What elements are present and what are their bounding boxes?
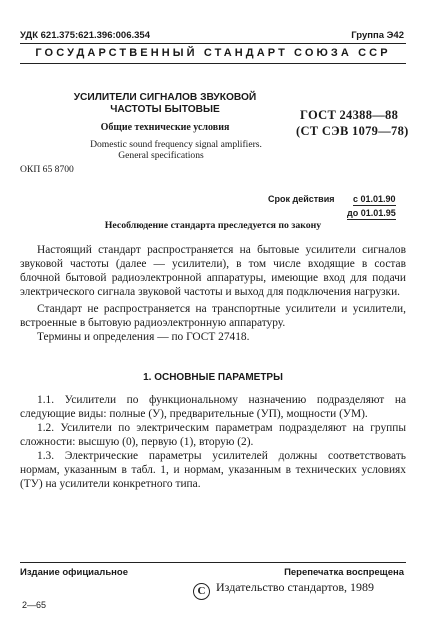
copyright-icon: С bbox=[193, 583, 210, 600]
title-en-line-1: Domestic sound frequency signal amplifiers. bbox=[90, 139, 262, 150]
okp-code: ОКП 65 8700 bbox=[20, 164, 74, 175]
header-rule-top bbox=[20, 43, 406, 44]
title-line-1: УСИЛИТЕЛИ СИГНАЛОВ ЗВУКОВОЙ bbox=[73, 92, 257, 103]
validity-label: Срок действия bbox=[268, 194, 335, 204]
reprint-notice: Перепечатка воспрещена bbox=[284, 567, 404, 578]
section-text bbox=[20, 393, 406, 491]
udk-code: УДК 621.375:621.396:006.354 bbox=[20, 30, 150, 41]
subtitle-ru: Общие технические условия bbox=[100, 122, 230, 133]
copyright-line bbox=[193, 580, 374, 600]
section-paragraph: 1.2. Усилители по электрическим параметрам подразделяют на группы сложности: высшую (0), первую (1), вторую (2). bbox=[20, 422, 406, 448]
law-notice: Несоблюдение стандарта преследуется по закону bbox=[104, 220, 322, 231]
footer-rule bbox=[20, 562, 406, 563]
gost-number: ГОСТ 24388—88 bbox=[300, 108, 399, 122]
copyright-text: Издательство стандартов, 1989 bbox=[216, 580, 374, 594]
validity-from: с 01.01.90 bbox=[353, 194, 396, 204]
title-en-line-2: General specifications bbox=[118, 150, 204, 161]
section-paragraph: 1.1. Усилители по функциональному назначению подразделяют на следующие виды: полные (У), предварительные (УП), мощности (УМ). bbox=[20, 394, 406, 420]
sev-number: (СТ СЭВ 1079—78) bbox=[296, 124, 409, 138]
validity-to: до 01.01.95 bbox=[347, 208, 396, 218]
section-heading: 1. ОСНОВНЫЕ ПАРАМЕТРЫ bbox=[143, 372, 283, 383]
standard-banner: ГОСУДАРСТВЕННЫЙ СТАНДАРТ СОЮЗА ССР bbox=[35, 47, 391, 59]
section-paragraph: 1.3. Электрические параметры усилителей должны соответствовать нормам, указанным в табл. 1, и нормам, указанным в технических условиях (ТУ) на усилители конкретного типа. bbox=[20, 450, 406, 490]
intro-text bbox=[20, 243, 406, 344]
page-code: 2—65 bbox=[22, 600, 47, 610]
intro-paragraph: Стандарт не распространяется на транспортные усилители и усилители, встроенные в бытовую радиоэлектронную аппаратуру. bbox=[20, 303, 406, 329]
intro-paragraph: Настоящий стандарт распространяется на бытовые усилители сигналов звуковой частоты (далее — усилители), в том числе входящие в состав блочной бытовой радиоэлектронной аппаратуры, имеющие вход для подачи электрического сигнала звуковой частоты и выход для подключения нагрузки. bbox=[20, 244, 406, 298]
group-code: Группа Э42 bbox=[351, 30, 404, 41]
official-edition: Издание официальное bbox=[20, 567, 128, 578]
intro-paragraph: Термины и определения — по ГОСТ 27418. bbox=[37, 331, 250, 343]
title-line-2: ЧАСТОТЫ БЫТОВЫЕ bbox=[110, 104, 220, 115]
header-rule-bottom bbox=[20, 63, 406, 64]
